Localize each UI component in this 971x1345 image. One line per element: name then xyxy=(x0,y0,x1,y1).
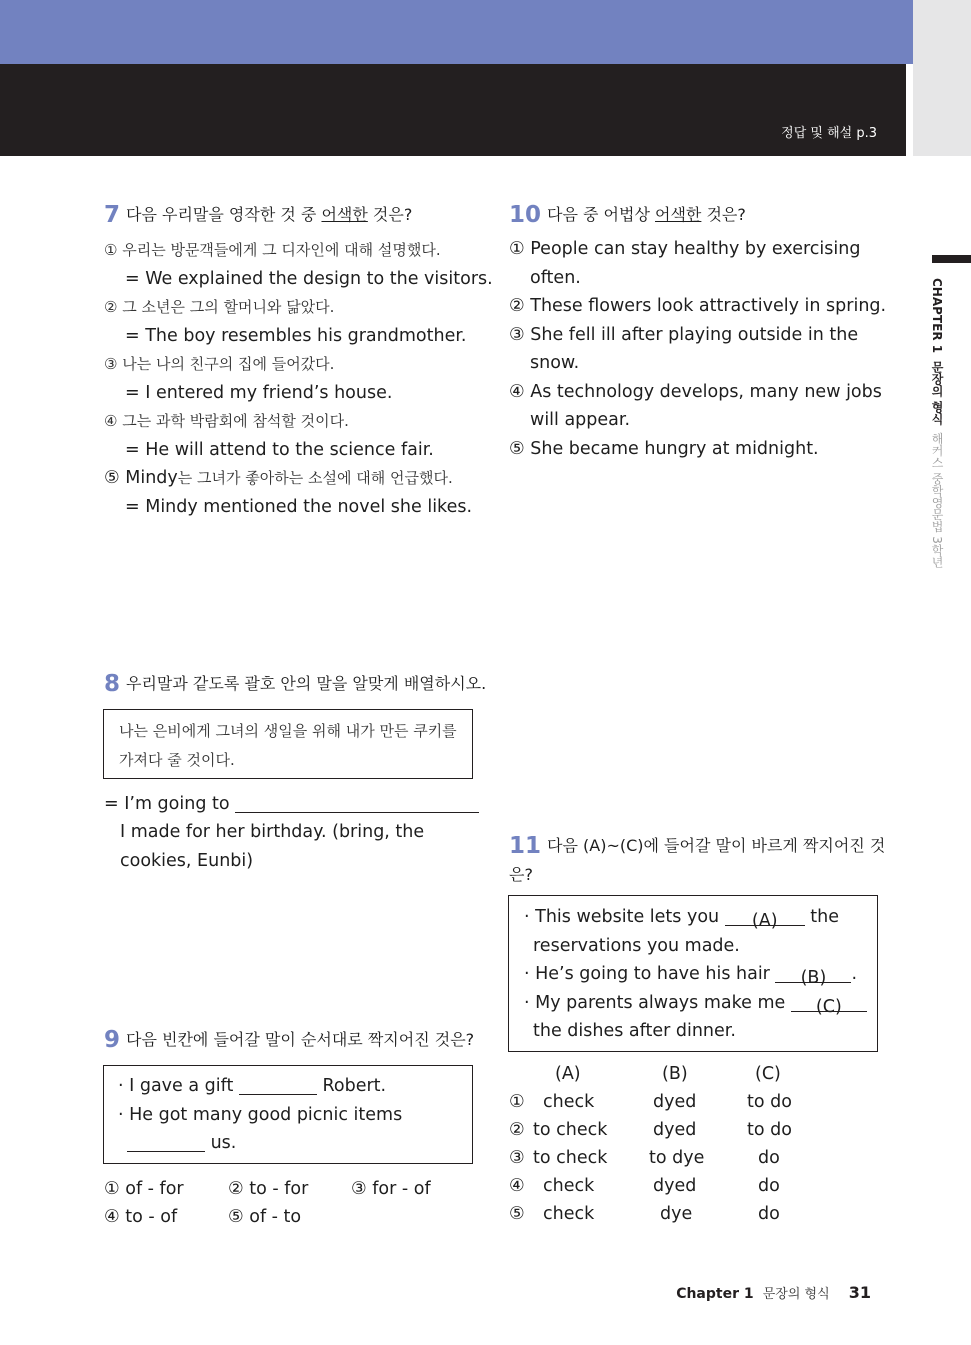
q10-options xyxy=(509,235,886,463)
chapter-label: CHAPTER 1 xyxy=(930,278,944,354)
q7-number: 7 xyxy=(104,202,121,228)
q9-sentence-box xyxy=(103,1065,473,1164)
q11-row-5-a: check xyxy=(543,1204,595,1224)
q10-option-3[interactable]: ③ She fell ill after playing outside in the xyxy=(509,324,859,345)
q10-option-1[interactable]: ① People can stay healthy by exercising xyxy=(509,239,861,259)
q11-row-2-num[interactable]: ② xyxy=(509,1120,525,1140)
q11-row-4-num[interactable]: ④ xyxy=(509,1176,525,1196)
q11-row-3-a: to check xyxy=(533,1148,608,1168)
book-title: 해커스 중학영문법 3학년 xyxy=(930,432,944,568)
q7-option-4-korean: ④ 그는 과학 박람회에 참석할 것이다. xyxy=(104,412,349,430)
q11-answer-table xyxy=(509,1064,869,1234)
q9-choice-5[interactable]: ⑤ of - to xyxy=(228,1207,302,1227)
q11-blank-a[interactable]: (A) xyxy=(725,907,805,926)
q11-row-5-c: do xyxy=(758,1204,780,1224)
q8-answer-line3: cookies, Eunbi) xyxy=(120,851,254,871)
footer-chapter: Chapter 1 xyxy=(676,1286,754,1302)
q11-sentence-box xyxy=(508,895,878,1052)
q7-option-4-english: = He will attend to the science fair. xyxy=(125,439,434,460)
q11-row-4-c: do xyxy=(758,1176,780,1196)
q11-header-b: (B) xyxy=(662,1064,688,1084)
answer-reference: 정답 및 해설 p.3 xyxy=(781,126,877,141)
q11-row-4-b: dyed xyxy=(653,1176,697,1196)
header-accent-band xyxy=(0,0,913,64)
q11-line-1: · This website lets you (A) the xyxy=(524,907,840,931)
q11-row-1-b: dyed xyxy=(653,1092,697,1112)
chapter-side-label xyxy=(929,278,946,568)
q10-option-5[interactable]: ⑤ She became hungry at midnight. xyxy=(509,438,819,459)
q9-line-2: · He got many good picnic items xyxy=(118,1104,403,1125)
q11-row-1-a: check xyxy=(543,1092,595,1112)
q11-line-5: the dishes after dinner. xyxy=(533,1021,736,1041)
q9-prompt: 9 다음 빈칸에 들어갈 말이 순서대로 짝지어진 것은? xyxy=(104,1027,475,1053)
page-number: 31 xyxy=(848,1283,871,1302)
q10-number: 10 xyxy=(509,202,542,228)
q11-header-a: (A) xyxy=(555,1064,581,1084)
q7-option-3-korean: ③ 나는 나의 친구의 집에 들어갔다. xyxy=(104,355,335,373)
q11-blank-c[interactable]: (C) xyxy=(791,993,867,1012)
q9-choice-2[interactable]: ② to - for xyxy=(228,1179,309,1199)
q11-prompt-line1: 11 다음 (A)~(C)에 들어갈 말이 바르게 짝지어진 것 xyxy=(509,833,886,859)
q11-line-3: · He’s going to have his hair (B) . xyxy=(524,964,858,988)
q10-option-3-cont: snow. xyxy=(530,353,580,373)
q9-choice-1[interactable]: ① of - for xyxy=(104,1179,184,1199)
q8-number: 8 xyxy=(104,671,121,697)
q8-answer-blank[interactable] xyxy=(235,794,479,813)
q11-row-3-num[interactable]: ③ xyxy=(509,1148,525,1168)
q11-row-5-b: dye xyxy=(660,1204,693,1224)
footer-title: 문장의 형식 xyxy=(762,1287,830,1302)
q11-line-4: · My parents always make me (C) xyxy=(524,989,877,1018)
q11-row-2-c: to do xyxy=(747,1120,792,1140)
q7-option-5-korean: ⑤ Mindy는 그녀가 좋아하는 소설에 대해 언급했다. xyxy=(104,468,453,488)
q9-choice-3[interactable]: ③ for - of xyxy=(351,1179,431,1199)
q11-row-3-b: to dye xyxy=(649,1148,705,1168)
q11-row-1-c: to do xyxy=(747,1092,792,1112)
q11-blank-b[interactable]: (B) xyxy=(775,964,851,983)
q8-answer-line1: = I’m going to xyxy=(104,790,479,819)
q7-option-5-english: = Mindy mentioned the novel she likes. xyxy=(125,496,473,517)
q9-blank-1[interactable] xyxy=(239,1076,317,1095)
q10-option-1-cont: often. xyxy=(530,267,581,288)
q11-row-1-num[interactable]: ① xyxy=(509,1092,525,1112)
q9-blank-2[interactable] xyxy=(127,1133,205,1152)
q8-answer-line2: I made for her birthday. (bring, the xyxy=(120,822,425,842)
q9-choice-4[interactable]: ④ to - of xyxy=(104,1207,178,1227)
q10-prompt: 10 다음 중 어법상 어색한 것은? xyxy=(509,202,746,228)
q10-option-2[interactable]: ② These flowers look attractively in spring. xyxy=(509,296,887,316)
q9-line-3: us. xyxy=(118,1129,472,1158)
q11-row-3-c: do xyxy=(758,1148,780,1168)
page-footer xyxy=(676,1283,871,1302)
q11-row-4-a: check xyxy=(543,1176,595,1196)
q8-prompt: 8 우리말과 같도록 괄호 안의 말을 알맞게 배열하시오. xyxy=(104,671,487,697)
q7-option-3-english: = I entered my friend’s house. xyxy=(125,382,393,403)
q10-option-4[interactable]: ④ As technology develops, many new jobs xyxy=(509,381,882,402)
chapter-title: 문장의 형식 xyxy=(930,360,944,425)
q7-options xyxy=(104,236,493,521)
q11-line-2: reservations you made. xyxy=(533,935,740,956)
q11-prompt-line2: 은? xyxy=(509,865,533,884)
header-dark-band xyxy=(0,64,906,156)
q7-option-2-english: = The boy resembles his grandmother. xyxy=(125,325,467,346)
q11-row-2-a: to check xyxy=(533,1120,608,1140)
q7-option-2-korean: ② 그 소년은 그의 할머니와 닮았다. xyxy=(104,298,335,316)
q7-option-1-korean: ① 우리는 방문객들에게 그 디자인에 대해 설명했다. xyxy=(104,241,441,259)
q11-row-5-num[interactable]: ⑤ xyxy=(509,1204,525,1224)
q10-option-4-cont: will appear. xyxy=(530,410,631,430)
q11-number: 11 xyxy=(509,833,542,859)
q11-header-c: (C) xyxy=(755,1064,781,1084)
header-side-block xyxy=(913,0,971,156)
q9-line-1: · I gave a gift Robert. xyxy=(118,1076,387,1096)
chapter-tab-bar xyxy=(932,255,971,263)
q9-number: 9 xyxy=(104,1027,121,1053)
q7-option-1-english: = We explained the design to the visitors. xyxy=(125,268,493,289)
q8-korean-box: 나는 은비에게 그녀의 생일을 위해 내가 만든 쿠키를 가져다 줄 것이다. xyxy=(103,709,473,779)
q7-prompt: 7 다음 우리말을 영작한 것 중 어색한 것은? xyxy=(104,202,413,228)
q11-row-2-b: dyed xyxy=(653,1120,697,1140)
